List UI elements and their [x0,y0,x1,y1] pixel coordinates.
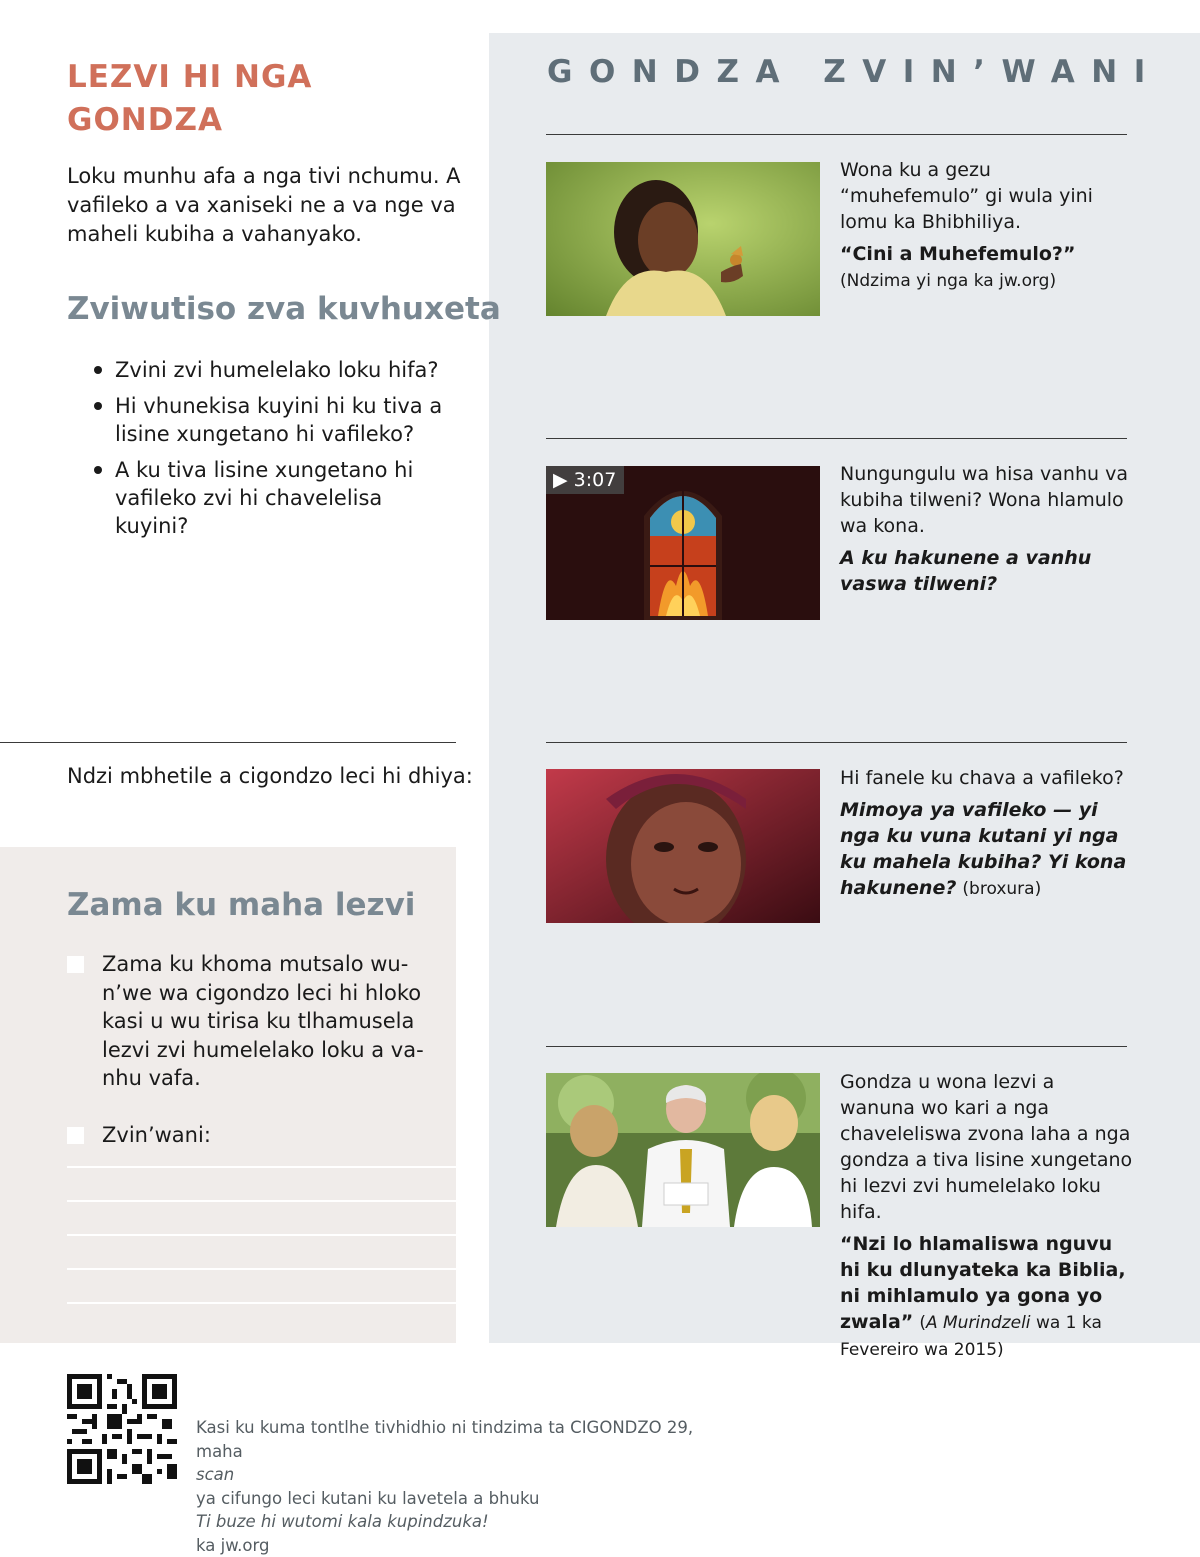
article-title-link[interactable]: “Cini a Muhefemulo?” [840,243,1076,265]
summary-text: Loku munhu afa a nga tivi nchumu. A vafileko a va xaniseki ne a va nge va maheli kubiha a vahanyako. [67,164,461,246]
card-text [840,1069,1135,1369]
write-line[interactable] [67,1302,456,1304]
review-heading: Zviwutiso zva kuvhuxeta [67,291,501,327]
other-goal-item[interactable] [67,1121,427,1150]
card-text [840,461,1135,603]
source-note: (Ndzima yi nga ka jw.org) [840,271,1057,291]
card-text [840,157,1135,300]
review-question: Hi vhunekisa kuyini hi ku tiva a lisine xungetano hi vafileko? [92,392,462,448]
face-portrait-photo[interactable] [546,769,820,923]
learn-more-heading: GONDZA ZVIN’WANI [547,54,1162,90]
article-title-link[interactable]: “Nzi lo hlamaliswa nguvu hi ku dlunyateka ka Biblia, ni mihlamulo ya gona yo zwala” [840,1233,1126,1333]
review-question: Zvini zvi humelelako loku hifa? [92,356,462,384]
goal-item[interactable] [67,950,427,1093]
footer-note: Kasi ku kuma tontlhe tivhidhio ni tindzima ta CIGONDZO 29, maha scan ya cifungo leci kutani ku lavetela a bhuku Ti buze hi wutomi kala kupindzuka! ka jw.org [196,1418,694,1555]
card-description: Nungungulu wa hisa vanhu va kubiha tilweni? Wona hlamulo wa kona. [840,463,1128,537]
recap-heading: Zama ku maha lezvi [67,887,416,923]
girl-with-butterfly-photo[interactable] [546,162,820,316]
video-duration: 3:07 [573,469,617,491]
source-note: (broxura) [962,879,1042,899]
write-line[interactable] [67,1166,456,1168]
source-note: (A Murindzeli wa 1 ka Fevereiro wa 2015) [840,1313,1102,1360]
video-duration-badge [546,466,624,494]
write-line[interactable] [67,1268,456,1270]
review-question-list [92,356,462,548]
card-description: Wona ku a gezu “muhefemulo” gi wula yini lomu ka Bhibhiliya. [840,159,1093,233]
write-line[interactable] [67,1200,456,1202]
stained-glass-window-video[interactable] [546,466,820,620]
card-divider [546,1046,1127,1047]
card-text [840,765,1135,908]
checkbox[interactable] [67,956,84,973]
review-question: A ku tiva lisine xungetano hi vafileko zvi hi chavelelisa kuyini? [92,456,462,540]
three-people-reading-photo[interactable] [546,1073,820,1227]
qr-code-icon[interactable] [67,1374,177,1484]
goal-item-text: Zvin’wani: [102,1123,211,1147]
goal-item-text: Zama ku khoma mutsalo wun’we wa cigondzo leci hi hloko kasi u wu tirisa ku tlhamusela lezvi zvi humelelako loku a vanhu vafa. [102,952,424,1090]
card-divider [546,742,1127,743]
write-line[interactable] [67,1234,456,1236]
brochure-title-link[interactable]: Mimoya ya vafileko — yi nga ku vuna kutani yi nga ku mahela kubiha? Yi kona hakunene? [840,799,1127,899]
divider [0,742,456,743]
video-title-link[interactable]: A ku hakunene a vanhu vaswa tilweni? [840,547,1092,595]
card-divider [546,438,1127,439]
checkbox[interactable] [67,1127,84,1144]
completed-date-label: Ndzi mbhetile a cigondzo leci hi dhiya: [67,764,473,788]
play-icon: ▶ [553,469,568,491]
lesson-summary-heading: LEZVI HI NGA GONDZA [67,59,313,138]
card-description: Hi fanele ku chava a vafileko? [840,767,1124,789]
card-description: Gondza u wona lezvi a wanuna wo kari a nga chaveleliswa zvona laha a nga gondza a tiva lisine xungetano hi lezvi zvi humelelako loku hifa. [840,1071,1133,1223]
card-divider [546,134,1127,135]
